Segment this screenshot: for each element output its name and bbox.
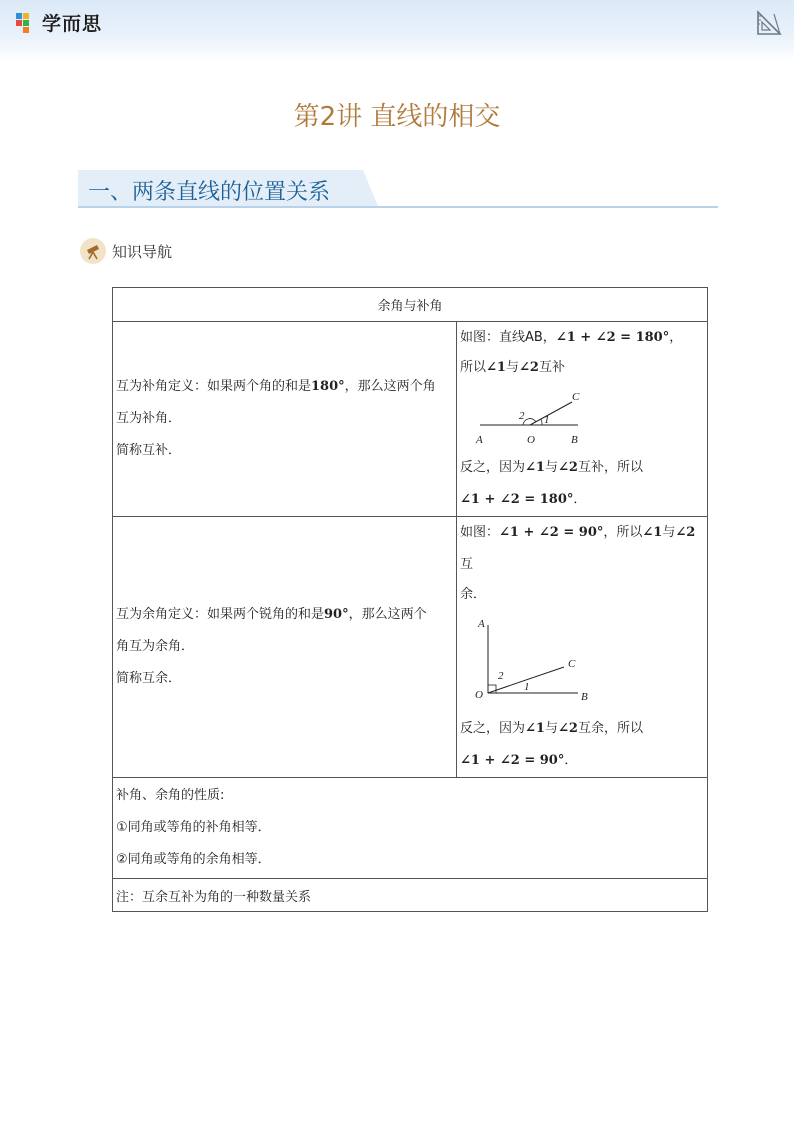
label-o: O bbox=[527, 434, 535, 446]
complementary-fig-line2: 余． bbox=[460, 587, 487, 602]
supplementary-def-line3: 简称互补． bbox=[116, 443, 182, 458]
set-square-ruler-icon bbox=[756, 10, 782, 36]
table-header: 余角与补角 bbox=[113, 288, 708, 322]
properties-cell bbox=[113, 778, 708, 879]
supplementary-fig-line2: 所以∠1与∠2互补 bbox=[460, 360, 565, 375]
label-c: C bbox=[572, 391, 580, 403]
angle-1-arc bbox=[541, 419, 542, 425]
brand-name: 学而思 bbox=[42, 12, 103, 35]
complementary-def-line3: 简称互余． bbox=[116, 671, 182, 686]
tetris-blocks-logo-icon bbox=[14, 10, 38, 34]
supplementary-fig-line1: 如图：直线AB，∠1 + ∠2 = 180°， bbox=[460, 330, 683, 345]
complementary-angle-figure bbox=[468, 615, 608, 711]
angle-2-arc bbox=[523, 419, 536, 425]
supplementary-def-line2: 互为补角． bbox=[116, 411, 182, 426]
note-cell: 注：互余互补为角的一种数量关系 bbox=[113, 879, 708, 912]
label-c: C bbox=[568, 658, 576, 670]
knowledge-nav-label: 知识导航 bbox=[112, 242, 173, 261]
complementary-converse-line1: 反之，因为∠1与∠2互余，所以 bbox=[460, 721, 643, 736]
complementary-converse-line2: ∠1 + ∠2 = 90°． bbox=[460, 753, 578, 768]
label-o: O bbox=[475, 689, 483, 701]
page-header bbox=[0, 0, 794, 62]
complement-supplement-table bbox=[112, 287, 708, 912]
properties-title: 补角、余角的性质: bbox=[116, 788, 225, 803]
telescope-icon bbox=[80, 238, 106, 264]
complementary-def-line1: 互为余角定义：如果两个锐角的和是90°，那么这两个 bbox=[116, 607, 427, 622]
label-a: A bbox=[478, 618, 485, 630]
complementary-def-line2: 角互为余角． bbox=[116, 639, 195, 654]
label-angle-1: 1 bbox=[524, 681, 530, 693]
supplementary-definition bbox=[113, 322, 457, 517]
label-b: B bbox=[571, 434, 578, 446]
label-angle-2: 2 bbox=[498, 670, 504, 682]
label-angle-1: 1 bbox=[544, 414, 550, 426]
section-title: 一、两条直线的位置关系 bbox=[88, 180, 331, 205]
label-b: B bbox=[581, 691, 588, 703]
supplementary-converse-line1: 反之，因为∠1与∠2互补，所以 bbox=[460, 460, 643, 475]
supplementary-converse-line2: ∠1 + ∠2 = 180°． bbox=[460, 492, 587, 507]
lecture-title: 第2讲 直线的相交 bbox=[293, 102, 501, 132]
property-item: ②同角或等角的余角相等． bbox=[116, 852, 271, 867]
property-item: ①同角或等角的补角相等． bbox=[116, 820, 271, 835]
label-angle-2: 2 bbox=[519, 410, 525, 422]
section-header bbox=[78, 170, 718, 208]
complementary-definition bbox=[113, 517, 457, 778]
knowledge-nav bbox=[80, 238, 172, 264]
supplementary-angle-figure bbox=[468, 388, 598, 450]
supplementary-def-line1: 互为补角定义：如果两个角的和是180°，那么这两个角 bbox=[116, 379, 436, 394]
ray-oc bbox=[530, 402, 572, 425]
supplementary-figure-cell bbox=[457, 322, 708, 517]
label-a: A bbox=[476, 434, 483, 446]
complementary-figure-cell bbox=[457, 517, 708, 778]
complementary-fig-line1: 如图：∠1 + ∠2 = 90°，所以∠1与∠2互 bbox=[460, 525, 696, 572]
brand-logo bbox=[14, 8, 102, 36]
